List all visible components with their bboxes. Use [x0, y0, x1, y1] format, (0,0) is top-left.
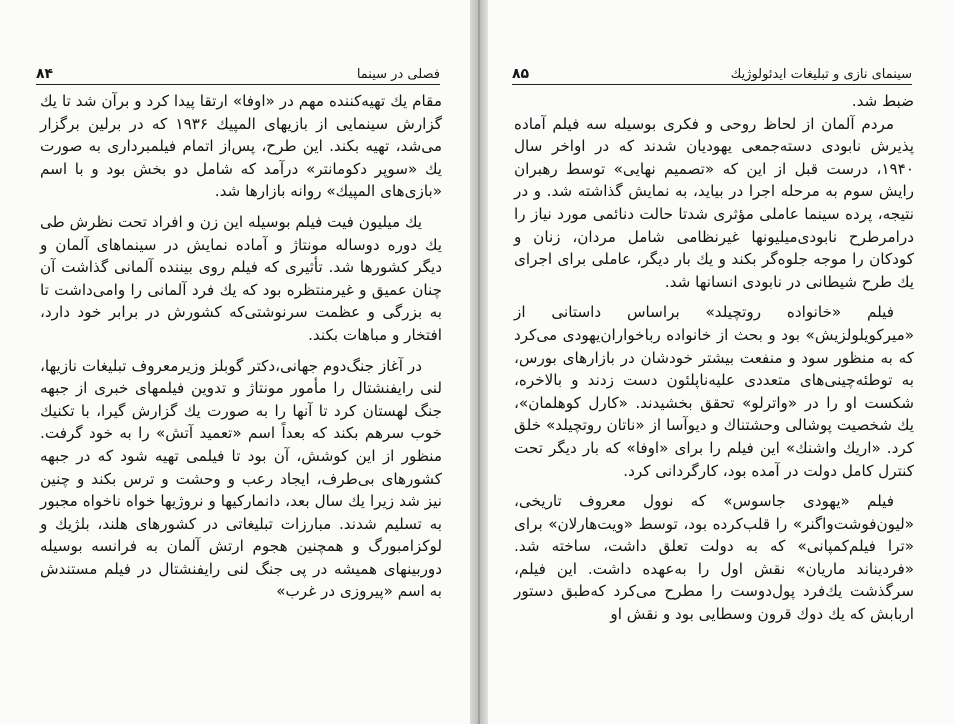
- right-paragraph-1: ضبط شد.: [851, 92, 914, 110]
- book-spine-gutter: [470, 0, 488, 724]
- right-page-header: [512, 64, 912, 85]
- right-paragraph-2: مردم آلمان از لحاظ روحی و فکری بوسیله سه فیلم آماده پذیرش نابودی دسته‌جمعی یهودیان شدند که در اواخر سال ۱۹۴۰، درست قبل از این که «تصمیم نهایی» توسط رهبران رایش سوم به مرحله اجرا در بیاید، به نمایش گذاشته شد. و در نتیجه، پرده سینما عاملی مؤثری شدتا حالت دنائمی مورد نیاز را درامرطرح نابودی‌میلیونها غیرنظامی شامل مردان، زنان و کودکان را موجه جلوه‌گر بکند و یك بار دیگر، عاملی برای اجرای یك طرح شیطانی در نابودی انسانها شد.: [514, 114, 914, 291]
- left-paragraph-3: در آغاز جنگ‌دوم جهانی،دکتر گوبلز وزیرمعروف تبلیغات نازیها، لنی رایفنشتال را مأمور مونتاژ و تدوین فیلمهای خبری از جبهه جنگ لهستان کرد تا آنها را به صورت یك گزارش گیرا، با تکنیك خوب سرهم بکند که بعداً اسم «تعمید آتش» را به خود گرفت. منظور از این کوشش، آن بود تا فیلمی تهیه شود که در جبهه کشورهای بی‌طرف، ایجاد رعب و وحشت و ترس بکند و چنین نیز شد زیرا یك سال بعد، دانمارکیها و نروژیها خواه ناخواه مجبور به تسلیم شدند. مبارزات تبلیغاتی در کشورهای هلند، بلژیك و لوکزامبورگ و همچنین هجوم ارتش آلمان به فرانسه بوسیله دوربینهای همیشه در پی جنگ لنی رایفنشتال در فیلم مستندش به اسم «پیروزی در غرب»: [40, 356, 442, 601]
- right-page-number: ۸۵: [512, 66, 530, 82]
- right-page-body: [514, 90, 914, 626]
- left-page: [0, 0, 470, 724]
- right-paragraph-4: فیلم «یهودی جاسوس» که نوول معروف تاریخی، «لیون‌فوشت‌واگنر» را قلب‌کرده بود، توسط «ویت‌هارلان» برای «ترا فیلم‌کمپانی» که به دولت تعلق داشت، ساخته شد. «فردیناند ماریان» نقش اول را به‌عهده داشت. این فیلم، سرگذشت یك‌فرد پول‌دوست را مطرح می‌کرد که‌طبق دستور اربابش که یك دوك قرون وسطایی بود و نقش او: [514, 492, 914, 624]
- left-page-body: [40, 90, 442, 603]
- left-running-title: فصلی در سینما: [356, 66, 440, 82]
- right-running-title: سینمای نازی و تبلیغات ایدئولوژیك: [730, 66, 912, 82]
- left-page-number: ۸۴: [36, 66, 54, 82]
- right-paragraph-3: فیلم «خانواده روتچیلد» براساس داستانی از «میرکویلولزیش» بود و بحث از خانواده رباخواران‌یهودی می‌کرد که به منظور سود و منفعت بیشتر خودشان در بازارهای بورس، به توطئه‌چینی‌های متعددی علیه‌ناپلئون دست زدند و بالاخره، شکست او را در «واترلو» تحقق بخشیدند. «کارل کوهلمان»، یك شخصیت پوشالی وحشتناك و دیوآسا از «ناتان روتچیلد» خلق کرد. «اریك واشنك» این فیلم را برای «اوفا» که بار دیگر تحت کنترل کامل دولت در آمده بود، کارگردانی کرد.: [514, 303, 914, 480]
- left-page-header: [36, 64, 440, 85]
- right-page: [488, 0, 954, 724]
- left-paragraph-2: یك میلیون فیت فیلم بوسیله این زن و افراد تحت نظرش طی یك دوره دوساله مونتاژ و آماده نمایش در سینماهای آلمان و دیگر کشورها شد. تأثیری که فیلم روی بیننده آلمانی گذاشت آن چنان عمیق و غیرمنتظره بود که یك فرد آلمانی را وامی‌داشت تا به بزرگی و عظمت سرنوشتی‌که کشورش در برابر خود دارد، افتخار و مباهات بکند.: [40, 212, 442, 344]
- left-paragraph-1: مقام یك تهیه‌کننده مهم در «اوفا» ارتقا پیدا کرد و برآن شد تا یك گزارش سینمایی از بازیهای المپیك ۱۹۳۶ که در برلین برگزار می‌شد، تهیه بکند. این طرح، پس‌از اتمام فیلمبرداری به صورت یك «سوپر دکومانتر» درآمد که شامل دو بخش بود و با اسم «بازی‌های المپیك» روانه بازارها شد.: [40, 92, 442, 201]
